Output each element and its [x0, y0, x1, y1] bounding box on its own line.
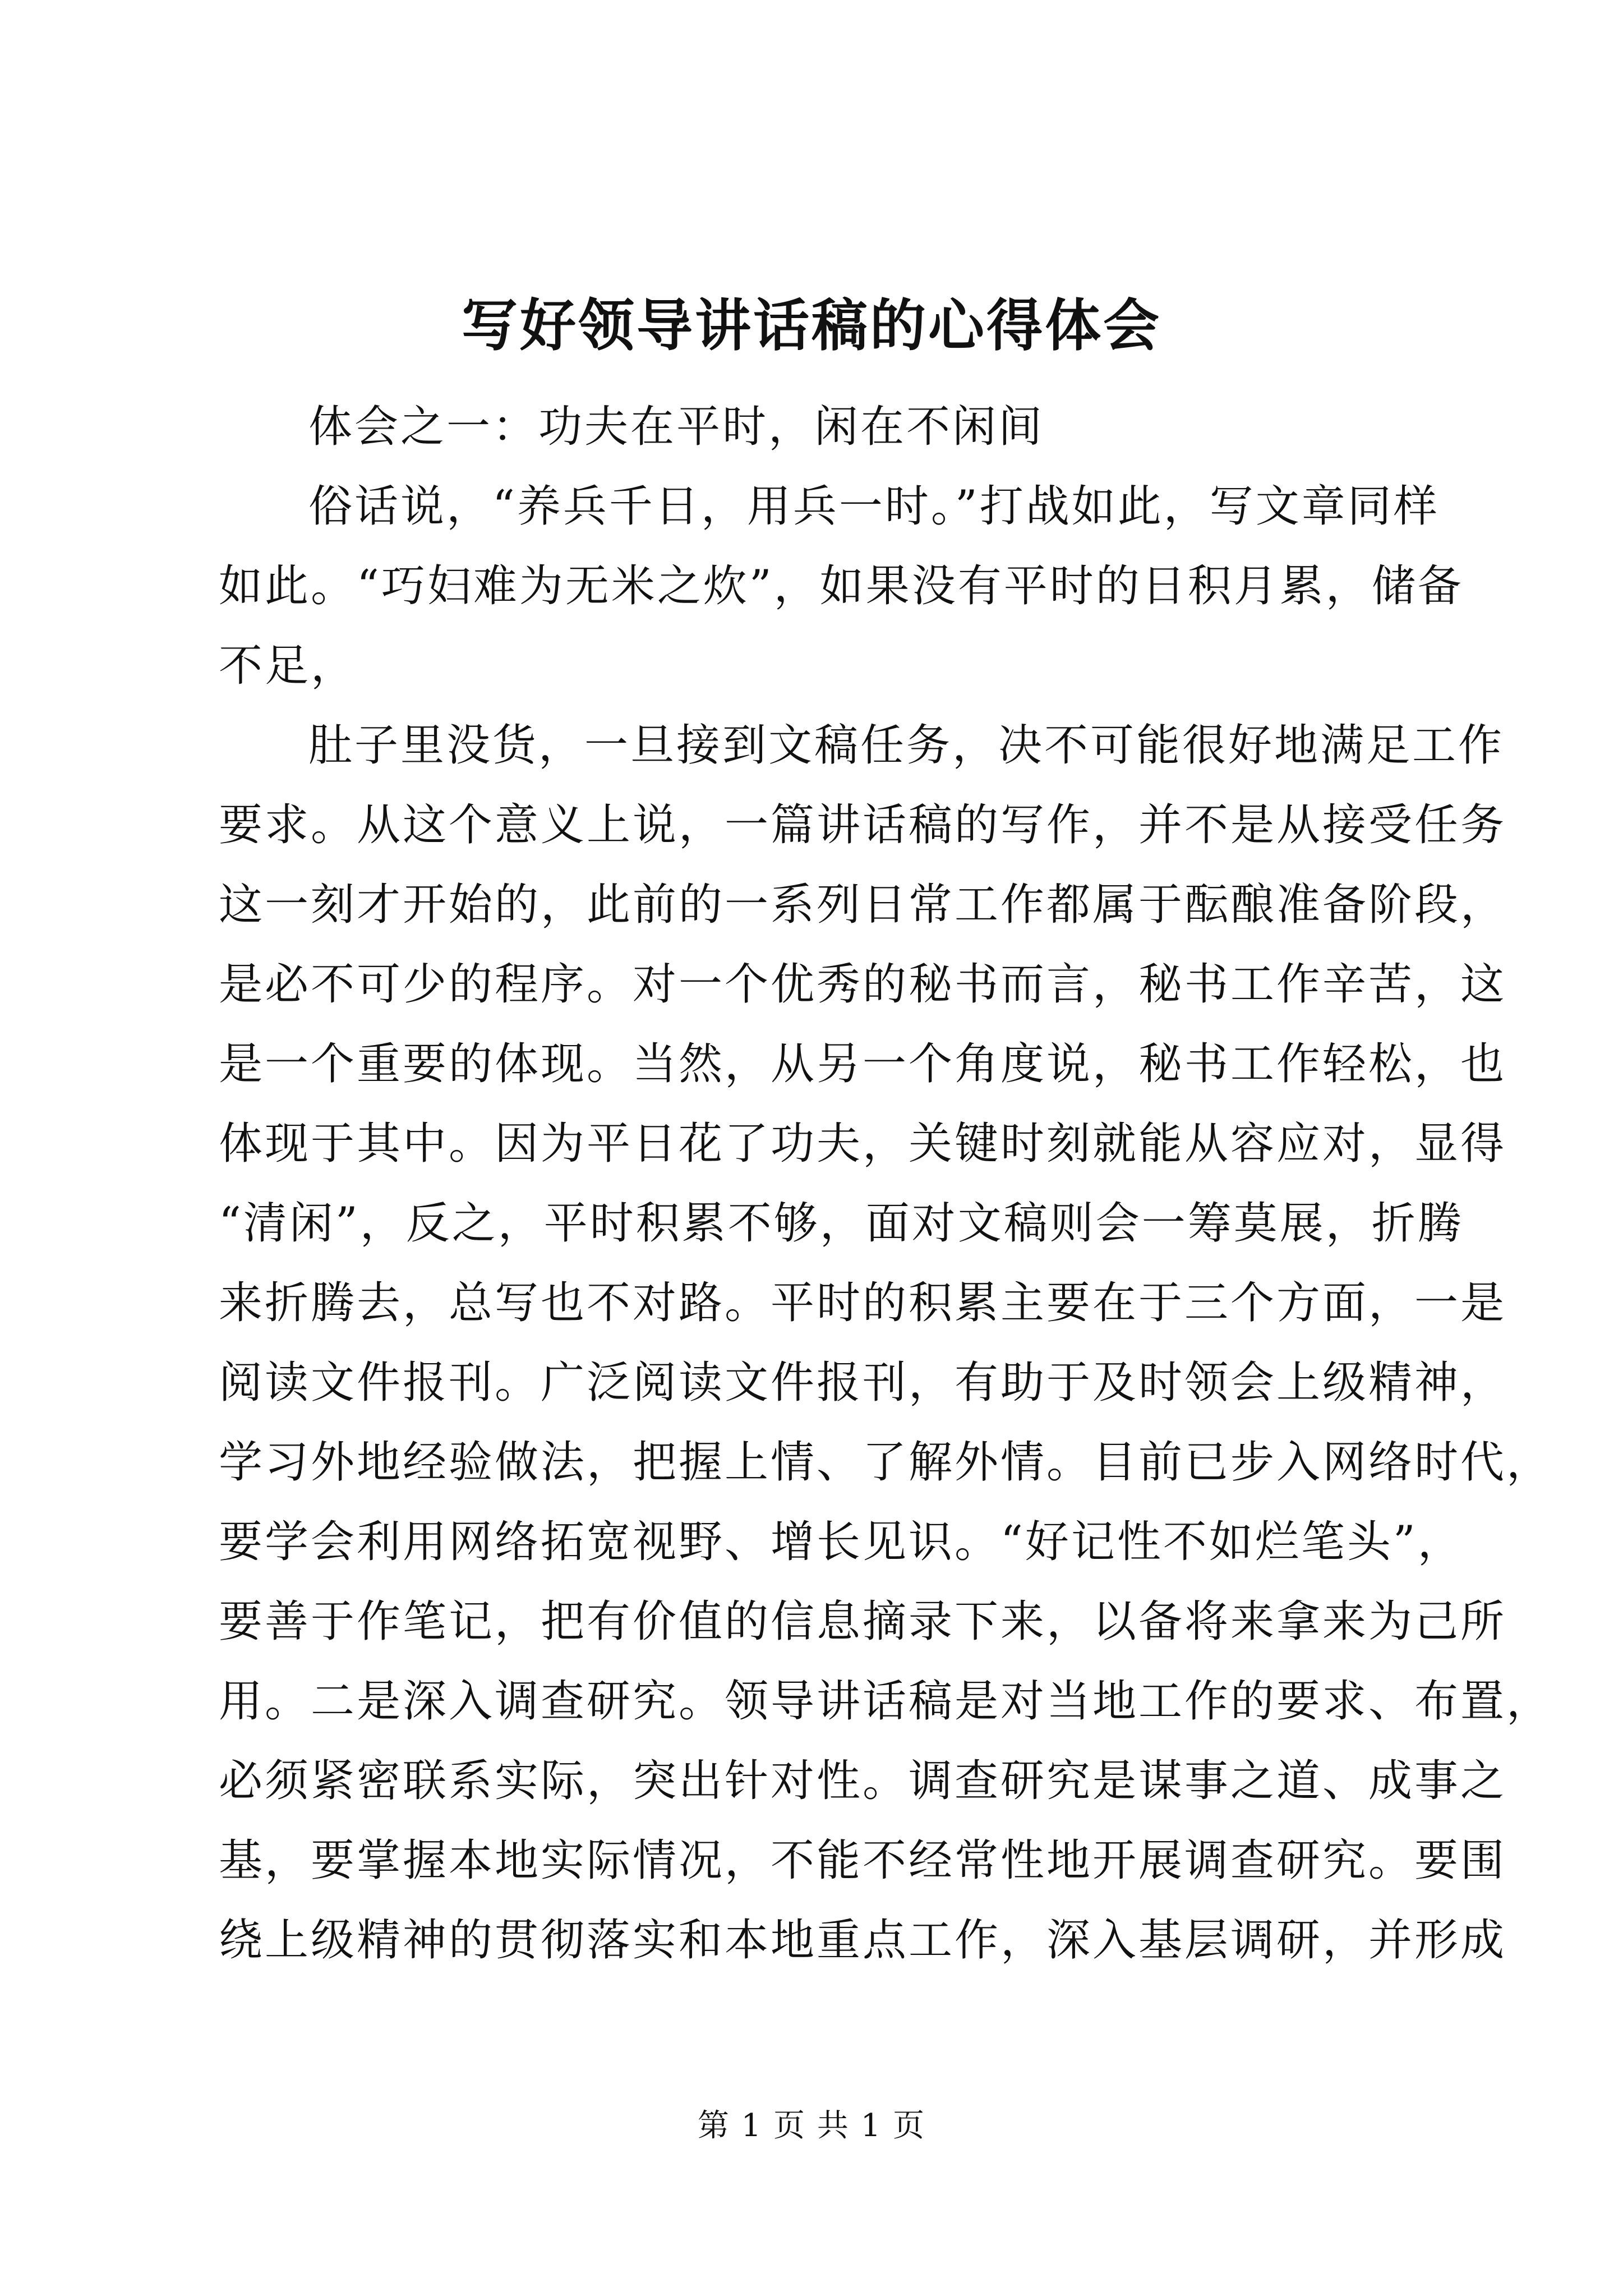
document-body	[219, 387, 1553, 1980]
body-line: 体会之一：功夫在平时，闲在不闲间	[308, 402, 1045, 452]
body-line: 要求。从这个意义上说，一篇讲话稿的写作，并不是从接受任务	[219, 800, 1507, 850]
body-line: “清闲”，反之，平时积累不够，面对文稿则会一筹莫展，折腾	[219, 1198, 1464, 1249]
body-line: 来折腾去，总写也不对路。平时的积累主要在于三个方面，一是	[219, 1278, 1507, 1328]
body-line: 绕上级精神的贯彻落实和本地重点工作，深入基层调研，并形成	[219, 1915, 1507, 1966]
body-line: 体现于其中。因为平日花了功夫，关键时刻就能从容应对，显得	[219, 1119, 1507, 1169]
document-title: 写好领导讲话稿的心得体会	[462, 292, 1161, 358]
body-line: 阅读文件报刊。广泛阅读文件报刊，有助于及时领会上级精神，	[219, 1358, 1507, 1408]
body-line: 俗话说，“养兵千日，用兵一时。”打战如此，写文章同样	[308, 481, 1440, 532]
page-footer	[0, 2104, 1623, 2148]
body-line: 是一个重要的体现。当然，从另一个角度说，秘书工作轻松，也	[219, 1039, 1507, 1089]
body-line: 这一刻才开始的，此前的一系列日常工作都属于酝酿准备阶段，	[219, 880, 1507, 930]
body-line: 用。二是深入调查研究。领导讲话稿是对当地工作的要求、布置，	[219, 1676, 1553, 1727]
body-line: 必须紧密联系实际，突出针对性。调查研究是谋事之道、成事之	[219, 1756, 1507, 1806]
body-line: 是必不可少的程序。对一个优秀的秘书而言，秘书工作辛苦，这	[219, 959, 1507, 1010]
body-line: 要学会利用网络拓宽视野、增长见识。“好记性不如烂笔头”，	[219, 1517, 1464, 1567]
body-line: 学习外地经验做法，把握上情、了解外情。目前已步入网络时代，	[219, 1437, 1553, 1488]
body-line: 肚子里没货，一旦接到文稿任务，决不可能很好地满足工作	[308, 720, 1505, 771]
body-line: 不足，	[219, 641, 357, 691]
page-number-label: 第 1 页 共 1 页	[697, 2108, 926, 2144]
body-line: 要善于作笔记，把有价值的信息摘录下来，以备将来拿来为己所	[219, 1596, 1507, 1647]
body-line: 如此。“巧妇难为无米之炊”，如果没有平时的日积月累，储备	[219, 561, 1464, 611]
body-line: 基，要掌握本地实际情况，不能不经常性地开展调查研究。要围	[219, 1835, 1507, 1886]
